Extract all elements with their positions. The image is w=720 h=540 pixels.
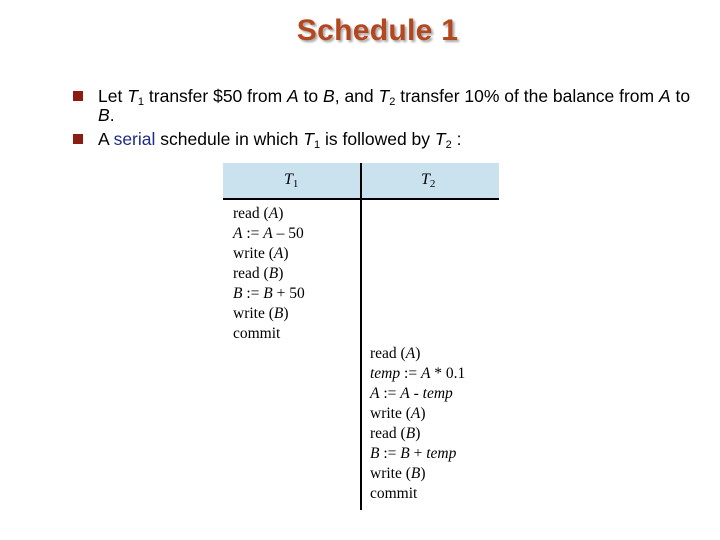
text-run: .: [109, 105, 115, 125]
text-run: B: [323, 86, 335, 106]
text-run: transfer $50 from: [144, 86, 288, 106]
operation-token: commit: [233, 325, 281, 342]
text-run: A: [287, 86, 299, 106]
operation-line: [233, 284, 305, 304]
text-run: A: [658, 86, 671, 106]
text-run: T: [434, 129, 446, 149]
operation-line: [370, 484, 465, 504]
operation-token: write (: [370, 405, 411, 422]
operation-token: A: [400, 385, 410, 402]
operation-token: temp: [370, 365, 401, 382]
operation-token: write (: [370, 465, 411, 482]
operation-line: [370, 444, 465, 464]
operation-token: -: [409, 385, 423, 402]
text-run: to: [298, 86, 324, 106]
operation-token: :=: [379, 385, 401, 402]
operation-token: A: [405, 345, 416, 362]
text-run: schedule in which: [155, 129, 304, 149]
text-run: 2: [445, 139, 452, 151]
operation-token: B: [263, 285, 273, 302]
column-header-t1: $T_1$: [284, 171, 299, 190]
t2-operations: [370, 344, 465, 504]
operation-token: ): [415, 345, 421, 362]
operation-token: A: [420, 365, 431, 382]
operation-token: B: [273, 305, 284, 322]
text-run: is followed by: [320, 129, 435, 149]
operation-line: [370, 364, 465, 384]
operation-line: [233, 204, 305, 224]
square-bullet-icon: [73, 91, 83, 101]
operation-token: temp: [422, 385, 453, 402]
operation-token: :=: [242, 225, 264, 242]
text-run: to: [670, 86, 691, 106]
operation-token: A: [263, 225, 273, 242]
operation-line: [233, 324, 305, 344]
operation-line: [233, 224, 305, 244]
text-run: T: [303, 129, 314, 149]
operation-token: :=: [400, 365, 421, 382]
operation-token: A: [370, 385, 380, 402]
bullet-text: [98, 86, 690, 125]
bullet-list: [72, 87, 692, 154]
operation-line: [370, 384, 465, 404]
operation-token: A: [410, 405, 421, 422]
column-header-t2: $T_2$: [421, 171, 436, 190]
operation-token: + 50: [272, 285, 305, 302]
operation-line: [370, 424, 465, 444]
text-run: 1: [137, 96, 145, 108]
operation-token: B: [233, 285, 243, 302]
bullet-item-serial-schedule: [72, 130, 692, 149]
operation-token: A: [268, 205, 279, 222]
slide-title: Schedule 1: [296, 14, 459, 47]
operation-token: ): [278, 265, 284, 282]
operation-token: ): [415, 425, 421, 442]
square-bullet-icon: [73, 134, 83, 144]
text-run: A: [98, 129, 114, 149]
bullet-text: [98, 129, 461, 149]
operation-token: read (: [370, 425, 406, 442]
text-run: B: [98, 105, 110, 125]
operation-token: * 0.1: [430, 365, 466, 382]
text-run: :: [451, 129, 462, 149]
operation-line: [370, 344, 465, 364]
t1-operations: [233, 204, 305, 344]
operation-token: ): [283, 245, 289, 262]
column-divider: [360, 163, 362, 510]
operation-token: :=: [242, 285, 264, 302]
operation-token: read (: [233, 265, 269, 282]
operation-token: :=: [379, 445, 401, 462]
operation-token: – 50: [272, 225, 304, 242]
operation-token: read (: [233, 205, 269, 222]
text-run: , and: [334, 86, 379, 106]
operation-line: [370, 464, 465, 484]
text-run: T: [127, 86, 138, 106]
operation-line: [233, 304, 305, 324]
operation-token: A: [233, 225, 243, 242]
operation-line: [233, 244, 305, 264]
schedule-table: [223, 163, 499, 510]
text-run: T: [378, 86, 390, 106]
operation-token: +: [409, 445, 427, 462]
text-run: transfer 10% of the balance from: [395, 86, 659, 106]
operation-token: write (: [233, 305, 274, 322]
text-run: Let: [98, 86, 128, 106]
operation-line: [370, 404, 465, 424]
operation-token: B: [400, 445, 410, 462]
operation-token: read (: [370, 345, 406, 362]
operation-token: B: [268, 265, 279, 282]
operation-token: B: [405, 425, 416, 442]
operation-token: B: [370, 445, 380, 462]
operation-token: temp: [426, 445, 457, 462]
operation-token: ): [420, 405, 426, 422]
operation-token: commit: [370, 485, 418, 502]
bullet-item-transfers: [72, 87, 692, 125]
operation-token: ): [283, 305, 289, 322]
text-run: serial: [113, 129, 156, 149]
operation-token: B: [410, 465, 421, 482]
operation-token: A: [273, 245, 284, 262]
text-run: 2: [389, 96, 396, 108]
operation-token: ): [278, 205, 284, 222]
operation-token: write (: [233, 245, 274, 262]
operation-token: ): [420, 465, 426, 482]
text-run: 1: [313, 139, 321, 151]
operation-line: [233, 264, 305, 284]
